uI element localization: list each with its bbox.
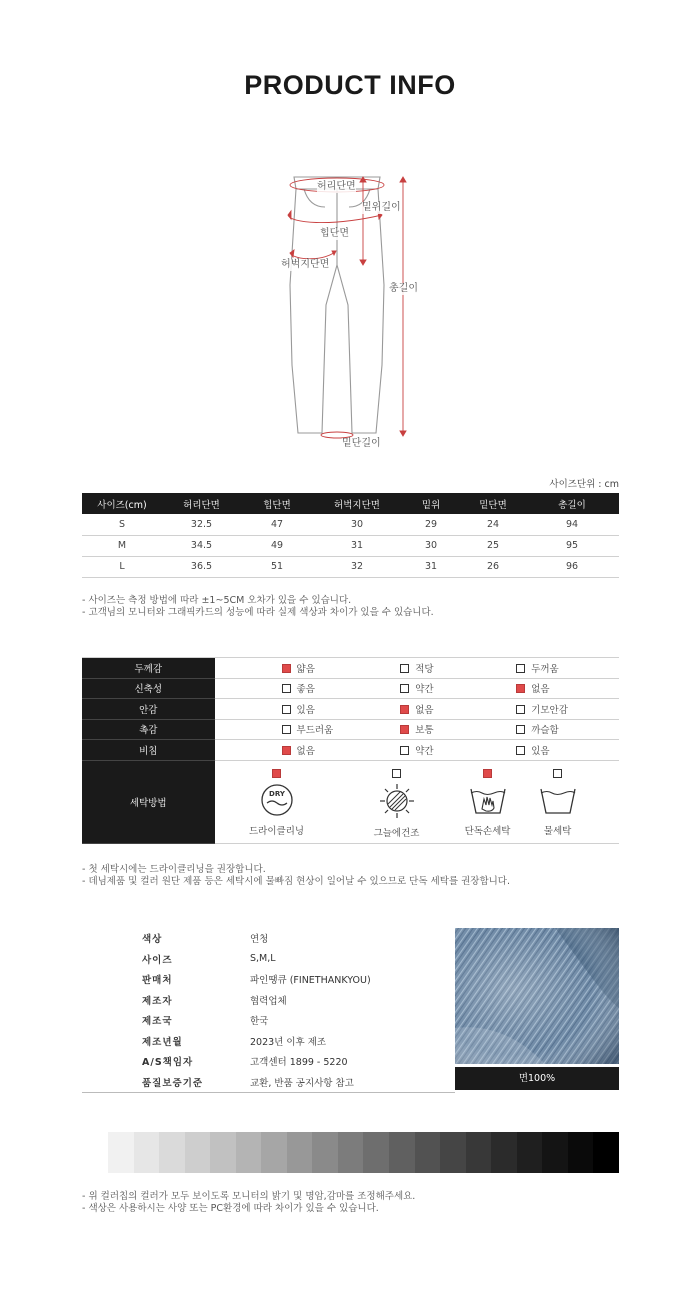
info-value: 교환, 반품 공지사항 참고 [250, 1072, 455, 1093]
info-row [82, 949, 455, 970]
table-cell: 51 [241, 556, 313, 577]
option-label: 적당 [415, 663, 434, 675]
size-table-header [82, 493, 619, 514]
info-row [82, 969, 455, 990]
table-cell: 34.5 [162, 535, 241, 556]
gray-chip [134, 1132, 160, 1173]
gray-chip [593, 1132, 619, 1173]
table-cell: 32.5 [162, 514, 241, 535]
size-notes [82, 595, 434, 619]
property-label: 비침 [82, 740, 215, 761]
care-option[interactable] [237, 761, 317, 837]
property-row [82, 678, 619, 699]
table-cell: 25 [461, 535, 525, 556]
info-value: 2023년 이후 제조 [250, 1036, 327, 1048]
column-header: 허리단면 [162, 493, 241, 514]
care-option-label: 그늘에건조 [373, 827, 420, 839]
table-cell: 26 [461, 556, 525, 577]
property-row [82, 719, 619, 740]
table-cell: L [82, 556, 162, 577]
info-key: 판매처 [142, 975, 173, 987]
checkbox[interactable] [392, 769, 401, 778]
info-key: 품질보증기준 [82, 1072, 250, 1093]
dry-clean-icon [237, 783, 317, 817]
property-option[interactable] [333, 699, 449, 720]
checkbox[interactable] [516, 705, 525, 714]
info-value: 연청 [250, 934, 269, 946]
checkbox[interactable] [553, 769, 562, 778]
option-label: 얇음 [296, 663, 315, 675]
column-header: 밑단면 [461, 493, 525, 514]
gray-chip [542, 1132, 568, 1173]
checkbox[interactable] [282, 705, 291, 714]
note-line: - 사이즈는 측정 방법에 따라 ±1~5CM 오차가 있을 수 있습니다. [82, 595, 352, 606]
table-cell: 96 [525, 556, 619, 577]
length-label: 총길이 [389, 283, 418, 294]
care-option[interactable] [357, 761, 437, 839]
table-cell: 49 [241, 535, 313, 556]
care-option[interactable] [448, 761, 528, 837]
pants-outline-icon [270, 165, 440, 460]
property-label: 두께감 [82, 658, 215, 679]
hem-label: 밑단길이 [342, 438, 381, 449]
property-label: 신축성 [82, 678, 215, 699]
checkbox[interactable] [516, 746, 525, 755]
table-row [82, 514, 619, 535]
info-value: 한국 [250, 1016, 269, 1028]
checkbox[interactable] [516, 664, 525, 673]
property-option[interactable] [215, 740, 334, 761]
gray-chip [236, 1132, 262, 1173]
info-row [82, 1051, 455, 1072]
checkbox[interactable] [400, 664, 409, 673]
checkbox-checked[interactable] [282, 664, 291, 673]
info-value: S,M,L [250, 953, 276, 965]
rise-label: 밑위길이 [362, 202, 401, 213]
color-notes [82, 1191, 415, 1215]
column-header: 허벅지단면 [313, 493, 401, 514]
property-option[interactable] [449, 699, 619, 720]
property-table [82, 657, 619, 844]
column-header: 사이즈(cm) [82, 493, 162, 514]
fabric-swatch-image [455, 928, 619, 1064]
page-title: PRODUCT INFO [244, 70, 456, 100]
gray-chip [287, 1132, 313, 1173]
note-line: - 데님제품 및 컬러 원단 제품 등은 세탁시에 물빠짐 현상이 일어날 수 있으므로 단독 세탁를 권장합니다. [82, 876, 511, 887]
gray-chip [389, 1132, 415, 1173]
property-row [82, 658, 619, 679]
gray-chip [517, 1132, 543, 1173]
checkbox-checked[interactable] [516, 684, 525, 693]
checkbox[interactable] [282, 725, 291, 734]
care-label: 세탁방법 [82, 760, 215, 843]
option-label: 보통 [415, 725, 434, 737]
info-row [82, 1010, 455, 1031]
info-key: 사이즈 [142, 954, 173, 966]
option-label: 두꺼움 [531, 663, 559, 675]
water-wash-icon [518, 783, 598, 817]
property-option[interactable] [215, 678, 334, 699]
thigh-label: 허벅지단면 [281, 259, 330, 270]
table-cell: 32 [313, 556, 401, 577]
care-row [82, 760, 619, 843]
gray-chip [108, 1132, 134, 1173]
gray-chip [440, 1132, 466, 1173]
checkbox[interactable] [400, 746, 409, 755]
property-option[interactable] [333, 678, 449, 699]
gray-chip [210, 1132, 236, 1173]
property-option[interactable] [449, 719, 619, 740]
care-notes [82, 864, 510, 888]
checkbox-checked[interactable] [272, 769, 281, 778]
product-info-table [82, 928, 455, 1093]
table-cell: 30 [401, 535, 461, 556]
property-label: 안감 [82, 699, 215, 720]
note-line: - 고객님의 모니터와 그래픽카드의 성능에 따라 실제 색상과 차이가 있을 수 있습니다. [82, 607, 434, 618]
checkbox[interactable] [282, 684, 291, 693]
info-value: 협력업체 [250, 995, 287, 1007]
option-label: 없음 [415, 704, 434, 716]
property-option[interactable] [449, 678, 619, 699]
property-option[interactable] [215, 658, 334, 679]
care-option[interactable] [518, 761, 598, 837]
gray-chip [415, 1132, 441, 1173]
option-label: 까슬함 [531, 725, 559, 737]
option-label: 약간 [415, 745, 434, 757]
waist-label: 허리단면 [317, 181, 356, 192]
gray-chip [185, 1132, 211, 1173]
info-value: 고객센터 1899 - 5220 [250, 1057, 348, 1069]
care-option-label: 단독손세탁 [464, 825, 511, 837]
size-unit-note: 사이즈단위 : cm [549, 479, 619, 490]
info-value: 파인땡큐 (FINETHANKYOU) [250, 975, 371, 987]
table-cell: 31 [313, 535, 401, 556]
info-row [82, 928, 455, 949]
table-cell: 30 [313, 514, 401, 535]
note-line: - 색상은 사용하시는 사양 또는 PC환경에 따라 차이가 있을 수 있습니다. [82, 1203, 379, 1214]
property-option[interactable] [333, 658, 449, 679]
checkbox[interactable] [516, 725, 525, 734]
care-option-label: 물세탁 [543, 825, 572, 837]
checkbox-checked[interactable] [483, 769, 492, 778]
gray-chip [338, 1132, 364, 1173]
property-option[interactable] [449, 658, 619, 679]
info-key: 제조국 [142, 1016, 173, 1028]
gray-scale-chip [108, 1132, 619, 1173]
gray-chip [466, 1132, 492, 1173]
column-header: 힙단면 [241, 493, 313, 514]
option-label: 기모안감 [531, 704, 568, 716]
gray-chip [159, 1132, 185, 1173]
checkbox-checked[interactable] [400, 705, 409, 714]
checkbox-checked[interactable] [282, 746, 291, 755]
table-cell: S [82, 514, 162, 535]
table-cell: 24 [461, 514, 525, 535]
table-cell: 95 [525, 535, 619, 556]
table-row [82, 556, 619, 577]
info-key: 제조년월 [142, 1036, 183, 1048]
gray-chip [261, 1132, 287, 1173]
table-cell: 31 [401, 556, 461, 577]
size-table [82, 493, 619, 578]
note-line: - 위 컬러칩의 컬러가 모두 보이도록 모니터의 밝기 및 명암,감마를 조정해주세요. [82, 1191, 416, 1202]
option-label: 약간 [415, 684, 434, 696]
info-key: 색상 [142, 934, 163, 946]
column-header: 총길이 [525, 493, 619, 514]
property-option[interactable] [333, 719, 449, 740]
info-key: A/S책임자 [142, 1057, 194, 1069]
svg-text:DRY: DRY [268, 789, 285, 798]
fabric-caption: 면100% [455, 1067, 619, 1090]
pants-diagram [270, 165, 440, 460]
table-cell: 47 [241, 514, 313, 535]
hand-wash-icon [448, 783, 528, 817]
option-label: 부드러움 [296, 725, 334, 737]
info-row [82, 990, 455, 1011]
info-row [82, 1072, 455, 1093]
option-label: 있음 [531, 745, 550, 757]
property-row [82, 699, 619, 720]
table-cell: 94 [525, 514, 619, 535]
care-option-label: 드라이클리닝 [249, 825, 305, 837]
column-header: 밑위 [401, 493, 461, 514]
option-label: 좋음 [296, 684, 315, 696]
property-label: 촉감 [82, 719, 215, 740]
table-cell: 36.5 [162, 556, 241, 577]
gray-chip [491, 1132, 517, 1173]
property-option[interactable] [449, 740, 619, 761]
table-cell: 29 [401, 514, 461, 535]
checkbox[interactable] [400, 684, 409, 693]
gray-chip [568, 1132, 594, 1173]
property-row [82, 740, 619, 761]
property-option[interactable] [215, 719, 334, 740]
hip-label: 힙단면 [320, 228, 349, 239]
gray-chip [363, 1132, 389, 1173]
info-key: 제조자 [142, 995, 173, 1007]
checkbox-checked[interactable] [400, 725, 409, 734]
table-cell: M [82, 535, 162, 556]
note-line: - 첫 세탁시에는 드라이클리닝을 권장합니다. [82, 864, 266, 875]
shade-dry-icon [357, 783, 437, 819]
property-option[interactable] [215, 699, 334, 720]
option-label: 없음 [296, 745, 315, 757]
option-label: 없음 [531, 684, 550, 696]
care-icons [215, 760, 619, 843]
option-label: 있음 [296, 704, 315, 716]
property-option[interactable] [333, 740, 449, 761]
gray-chip [312, 1132, 338, 1173]
info-row [82, 1031, 455, 1052]
table-row [82, 535, 619, 556]
